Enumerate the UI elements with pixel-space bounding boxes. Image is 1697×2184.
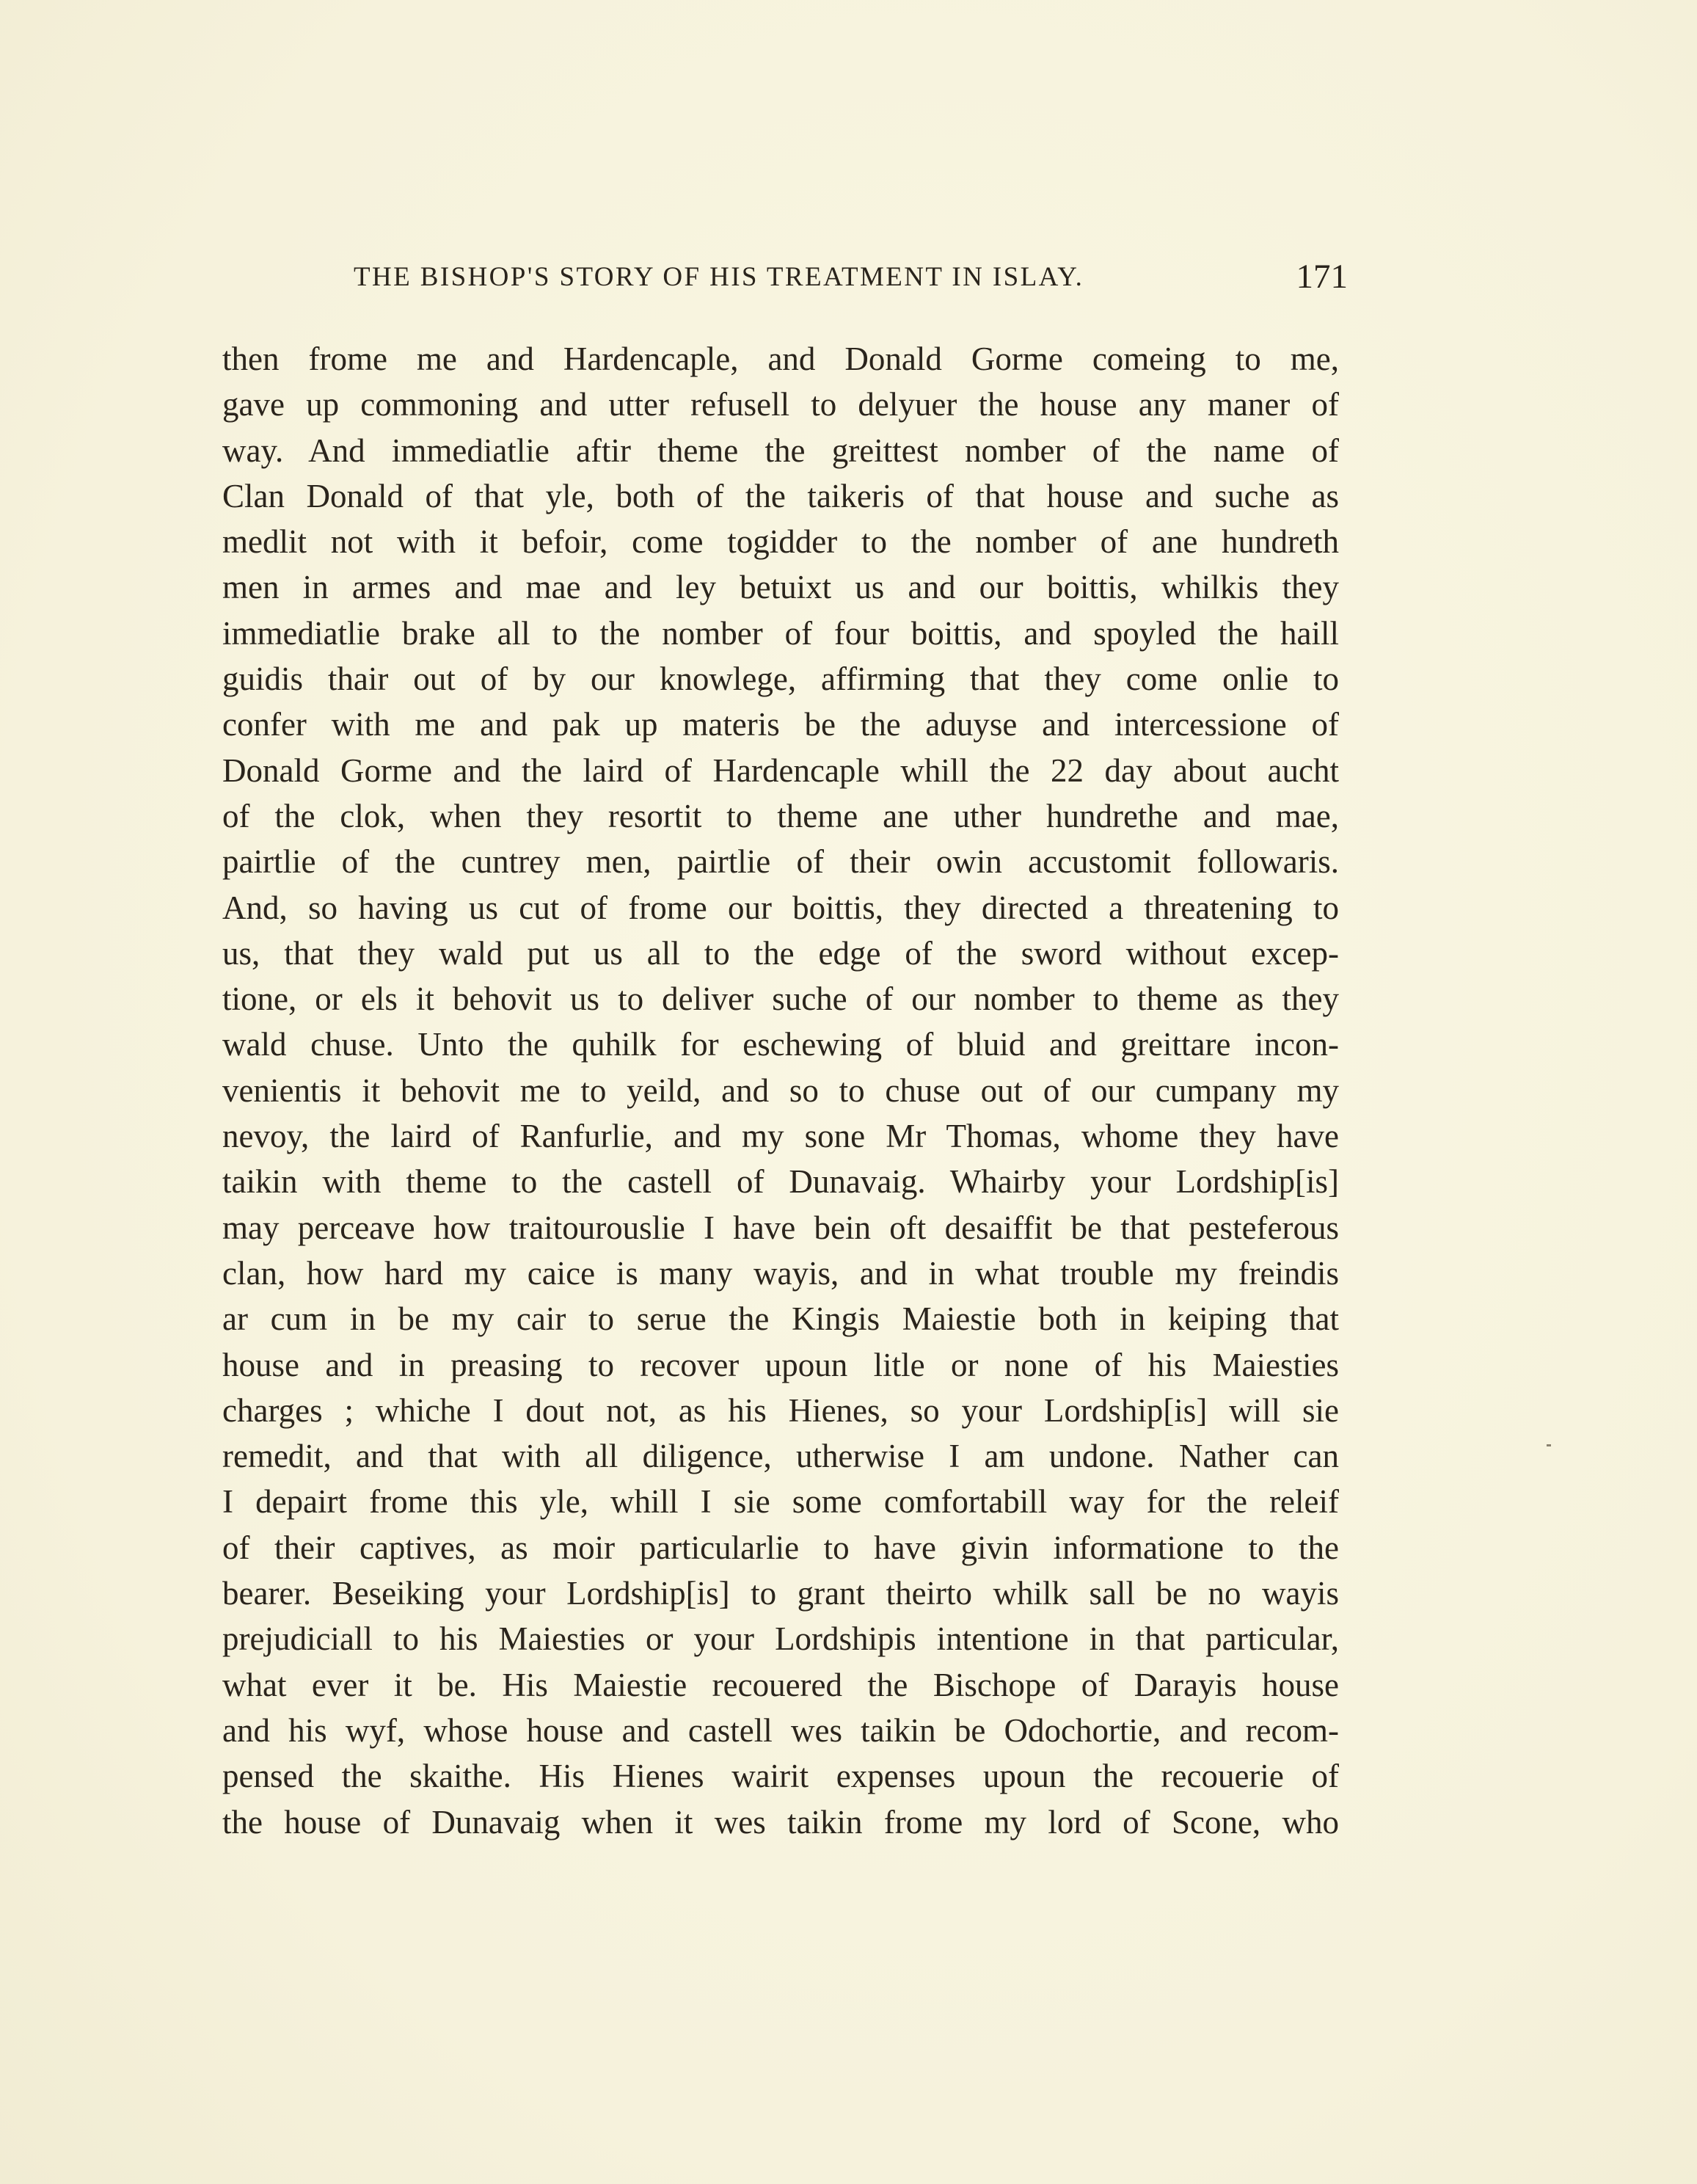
text-line: medlit not with it befoir, come togidder to the nomber of ane hundreth <box>222 523 1339 561</box>
text-line: confer with me and pak up materis be the aduyse and intercessione of <box>222 706 1339 743</box>
text-line: charges ; whiche I dout not, as his Hienes, so your Lordship[is] will sie <box>222 1391 1339 1429</box>
text-line: pairtlie of the cuntrey men, pairtlie of their owin accustomit followaris. <box>222 843 1339 881</box>
text-line: gave up commoning and utter refusell to delyuer the house any maner of <box>222 386 1339 423</box>
text-line: guidis thair out of by our knowlege, affirming that they come onlie to <box>222 660 1339 698</box>
text-line: may perceave how traitourouslie I have bein oft desaiffit be that pesteferous <box>222 1209 1339 1246</box>
body-text <box>222 336 1339 1845</box>
text-line: prejudiciall to his Maiesties or your Lordshipis intentione in that particular, <box>222 1620 1339 1658</box>
text-line: of their captives, as moir particularlie to have givin informatione to the <box>222 1529 1339 1566</box>
text-line: Clan Donald of that yle, both of the taikeris of that house and suche as <box>222 477 1339 514</box>
text-line: of the clok, when they resortit to theme ane uther hundrethe and mae, <box>222 797 1339 834</box>
text-line: ar cum in be my cair to serue the Kingis Maiestie both in keiping that <box>222 1300 1339 1338</box>
text-line: nevoy, the laird of Ranfurlie, and my sone Mr Thomas, whome they have <box>222 1118 1339 1155</box>
text-line: venientis it behovit me to yeild, and so to chuse out of our cumpany my <box>222 1071 1339 1109</box>
text-line: I depairt frome this yle, whill I sie some comfortabill way for the releif <box>222 1483 1339 1521</box>
text-line: bearer. Beseiking your Lordship[is] to grant theirto whilk sall be no wayis <box>222 1575 1339 1612</box>
paper-speck <box>1547 1444 1551 1446</box>
running-title: THE BISHOP'S STORY OF HIS TREATMENT IN ISLAY. <box>354 262 1084 292</box>
text-line: way. And immediatlie aftir theme the greittest nomber of the name of <box>222 432 1339 469</box>
text-line: pensed the skaithe. His Hienes wairit expenses upoun the recouerie of <box>222 1758 1339 1795</box>
text-line: and his wyf, whose house and castell wes taikin be Odochortie, and recom- <box>222 1711 1339 1749</box>
text-line: clan, how hard my caice is many wayis, and in what trouble my freindis <box>222 1254 1339 1292</box>
text-line: taikin with theme to the castell of Dunavaig. Whairby your Lordship[is] <box>222 1163 1339 1201</box>
text-line: Donald Gorme and the laird of Hardencaple whill the 22 day about aucht <box>222 751 1339 789</box>
text-line: men in armes and mae and ley betuixt us and our boittis, whilkis they <box>222 569 1339 606</box>
page-number: 171 <box>1296 258 1348 296</box>
text-line: us, that they wald put us all to the edge of the sword without excep- <box>222 934 1339 972</box>
running-head <box>354 257 1348 301</box>
text-line: what ever it be. His Maiestie recouered the Bischope of Darayis house <box>222 1666 1339 1703</box>
text-line: house and in preasing to recover upoun litle or none of his Maiesties <box>222 1346 1339 1383</box>
text-line: wald chuse. Unto the quhilk for eschewing of bluid and greittare incon- <box>222 1026 1339 1063</box>
text-line: remedit, and that with all diligence, utherwise I am undone. Nather can <box>222 1438 1339 1475</box>
text-line: immediatlie brake all to the nomber of four boittis, and spoyled the haill <box>222 614 1339 652</box>
text-line: then frome me and Hardencaple, and Donald Gorme comeing to me, <box>222 341 1339 377</box>
text-line: the house of Dunavaig when it wes taikin frome my lord of Scone, who <box>222 1803 1339 1841</box>
text-line: And, so having us cut of frome our boittis, they directed a threatening to <box>222 889 1339 926</box>
text-line: tione, or els it behovit us to deliver suche of our nomber to theme as they <box>222 980 1339 1018</box>
